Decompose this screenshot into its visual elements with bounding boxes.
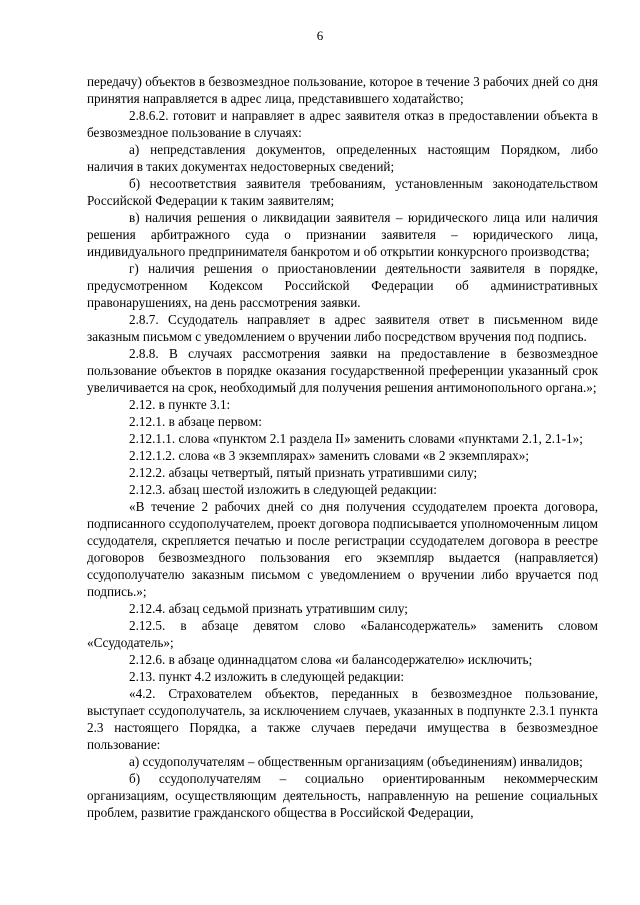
paragraph: а) ссудополучателям – общественным организациям (объединениям) инвалидов; <box>129 754 583 769</box>
paragraph: 2.12.1.1. слова «пунктом 2.1 раздела II» заменить словами «пунктами 2.1, 2.1-1»; <box>129 431 583 446</box>
paragraph: 2.8.6.2. готовит и направляет в адрес заявителя отказ в предоставлении объекта в безвозмездное пользование в случаях: <box>87 108 598 140</box>
paragraph: 2.12. в пункте 3.1: <box>129 397 231 412</box>
document-body <box>87 73 598 821</box>
paragraph: г) наличия решения о приостановлении деятельности заявителя в порядке, предусмотренном Кодексом Российской Федерации об административных правонарушениях, на день рассмотрения заявки. <box>87 261 598 310</box>
paragraph: 2.13. пункт 4.2 изложить в следующей редакции: <box>129 669 405 684</box>
paragraph: а) непредставления документов, определенных настоящим Порядком, либо наличия в таких документах недостоверных сведений; <box>87 142 598 174</box>
paragraph: «В течение 2 рабочих дней со дня получения ссудодателем проекта договора, подписанного ссудополучателем, проект договора подписывается уполномоченным лицом ссудодателя, скрепляется печатью и после регистрации ссудодателем договора в реестре договоров безвозмездного пользования его экземпляр выдается (направляется) ссудополучателю заказным письмом с уведомлением о вручении либо вручается под подпись.»; <box>87 499 598 599</box>
paragraph: 2.12.2. абзацы четвертый, пятый признать утратившими силу; <box>129 465 478 480</box>
paragraph: 2.8.8. В случаях рассмотрения заявки на предоставление в безвозмездное пользование объектов в порядке оказания государственной преференции указанный срок увеличивается на срок, необходимый для получения решения антимонопольного органа.»; <box>87 346 598 395</box>
paragraph: 2.12.1. в абзаце первом: <box>129 414 262 429</box>
paragraph: б) ссудополучателям – социально ориентированным некоммерческим организациям, осуществляющим деятельность, направленную на решение социальных проблем, развитие гражданского общества в Российской Федерации, <box>87 771 598 820</box>
paragraph: 2.12.6. в абзаце одиннадцатом слова «и балансодержателю» исключить; <box>129 652 533 667</box>
paragraph: 2.12.5. в абзаце девятом слово «Балансодержатель» заменить словом «Ссудодатель»; <box>87 618 598 650</box>
paragraph: 2.12.4. абзац седьмой признать утратившим силу; <box>129 601 408 616</box>
paragraph: передачу) объектов в безвозмездное пользование, которое в течение 3 рабочих дней со дня принятия направляется в адрес лица, представившего ходатайство; <box>87 74 598 106</box>
page-number: 6 <box>316 28 324 43</box>
paragraph: б) несоответствия заявителя требованиям, установленным законодательством Российской Федерации к таким заявителям; <box>87 176 598 208</box>
paragraph: «4.2. Страхователем объектов, переданных в безвозмездное пользование, выступает ссудополучатель, за исключением случаев, указанных в подпункте 2.3.1 пункта 2.3 настоящего Порядка, а также случаев передачи имущества в безвозмездное пользование: <box>87 686 598 752</box>
paragraph: 2.12.1.2. слова «в 3 экземплярах» заменить словами «в 2 экземплярах»; <box>129 448 530 463</box>
paragraph: в) наличия решения о ликвидации заявителя – юридического лица или наличия решения арбитражного суда о признании заявителя – юридического лица, индивидуального предпринимателя банкротом и об открытии конкурсного производства; <box>87 210 598 259</box>
paragraph: 2.8.7. Ссудодатель направляет в адрес заявителя ответ в письменном виде заказным письмом с уведомлением о вручении либо посредством вручения под подпись. <box>87 312 598 344</box>
paragraph: 2.12.3. абзац шестой изложить в следующей редакции: <box>129 482 437 497</box>
